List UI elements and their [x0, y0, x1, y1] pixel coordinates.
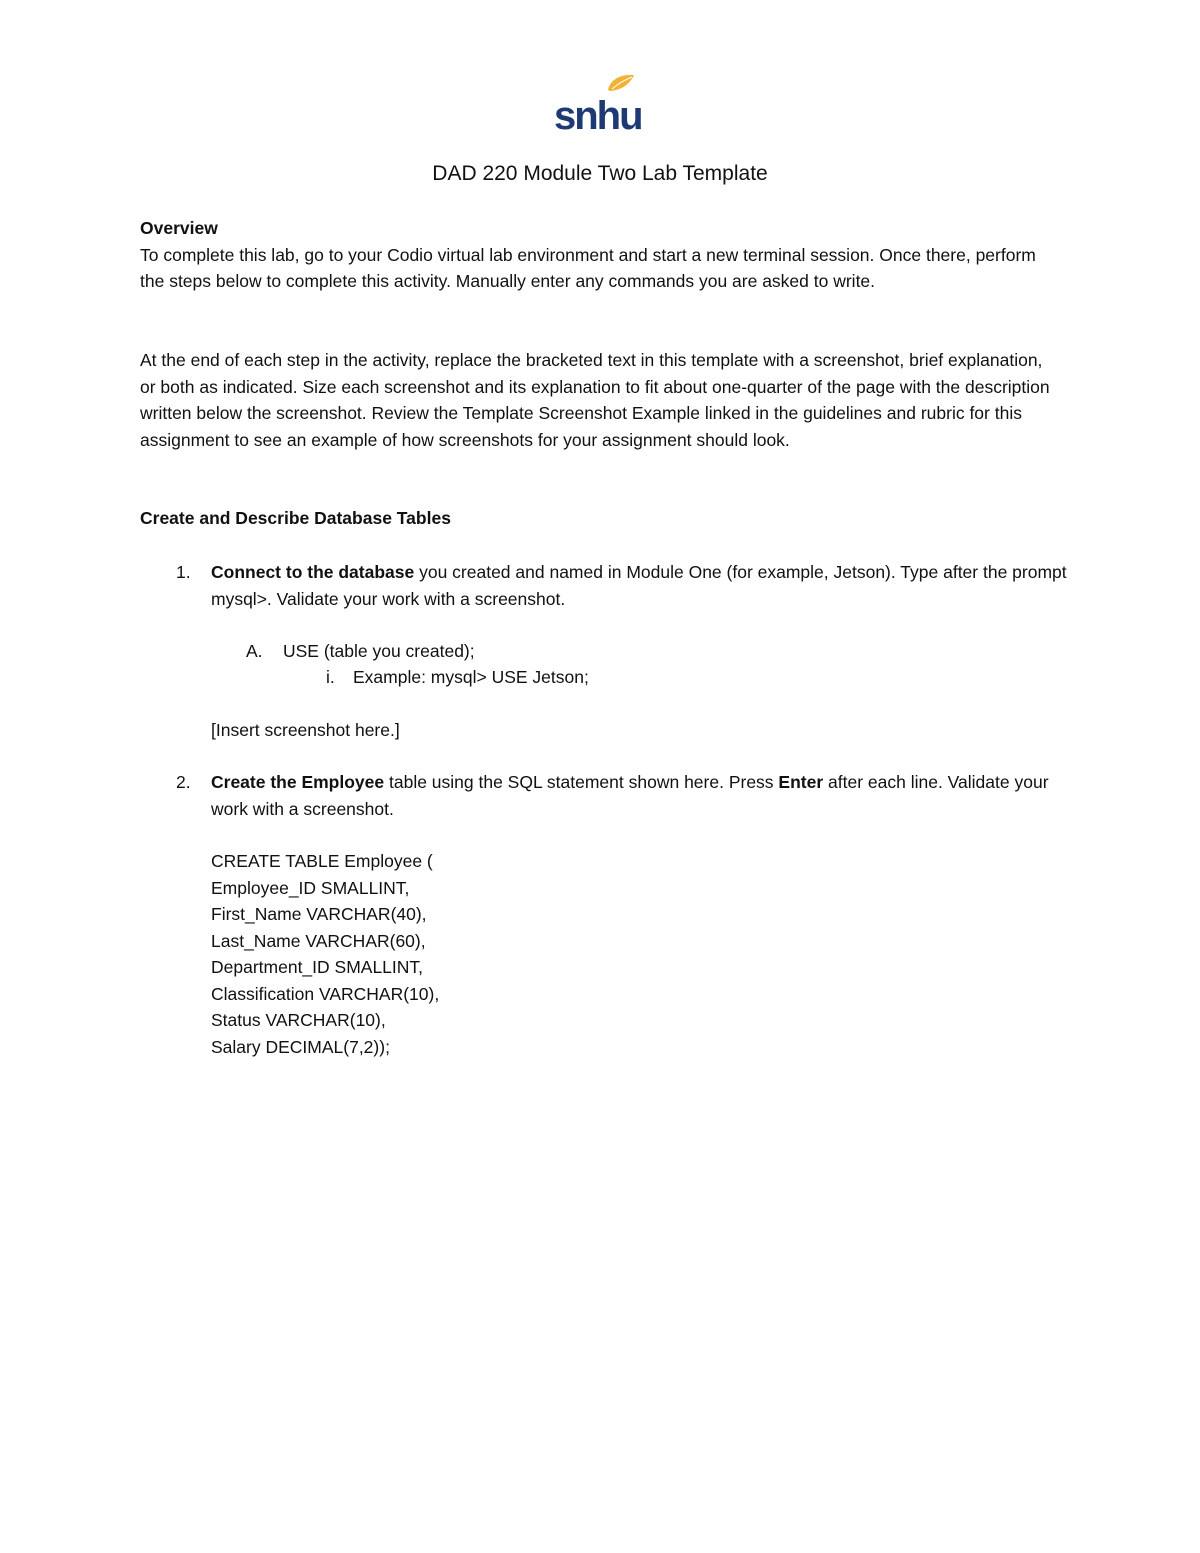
code-line: Employee_ID SMALLINT,	[211, 877, 410, 898]
sql-code-block	[211, 848, 811, 1060]
step-2-bold-2: Enter	[778, 772, 824, 792]
overview-heading: Overview	[140, 218, 218, 238]
overview-paragraph-1: To complete this lab, go to your Codio virtual lab environment and start a new terminal session. Once there, perform the steps below to complete this activity. Manually enter any commands you are asked to write.	[140, 244, 1036, 291]
step-1-text	[211, 559, 1071, 612]
step-1-subsub-roman: i.	[326, 667, 335, 687]
step-1-sub-letter: A.	[246, 641, 263, 661]
code-line: Classification VARCHAR(10),	[211, 983, 440, 1004]
snhu-logo	[552, 72, 644, 134]
step-1-number: 1.	[176, 562, 191, 582]
step-2-bold-1: Create the Employee	[211, 772, 385, 792]
step-2-number: 2.	[176, 772, 191, 792]
step-1-bold: Connect to the database	[211, 562, 415, 582]
page-title: DAD 220 Module Two Lab Template	[432, 162, 768, 185]
screenshot-placeholder: [Insert screenshot here.]	[211, 720, 400, 740]
step-2-body-2: after each line. Validate your work with a screenshot.	[211, 772, 1049, 819]
step-2-text	[211, 769, 1071, 822]
code-line: Department_ID SMALLINT,	[211, 957, 424, 977]
overview-paragraph-2: At the end of each step in the activity, replace the bracketed text in this template with a screenshot, brief explanation, or both as indicated. Size each screenshot and its explanation to fit about one-quarter of the page with the description written below the screenshot. Review the Template Screenshot Example linked in the guidelines and rubric for this assignment to see an example of how screenshots for your assignment should look.	[140, 350, 1050, 450]
code-line: First_Name VARCHAR(40),	[211, 904, 427, 924]
code-line: Last_Name VARCHAR(60),	[211, 930, 426, 951]
code-line: Status VARCHAR(10),	[211, 1010, 386, 1030]
code-line: Salary DECIMAL(7,2));	[211, 1036, 390, 1057]
section-heading: Create and Describe Database Tables	[140, 508, 451, 528]
step-1-body: you created and named in Module One (for example, Jetson). Type after the prompt mysql>. Validate your work with a screenshot.	[211, 562, 1067, 609]
step-1-subsub-text: Example: mysql> USE Jetson;	[353, 667, 589, 687]
step-1-sub-text: USE (table you created);	[283, 641, 475, 661]
overview-section	[140, 215, 1060, 295]
code-line: CREATE TABLE Employee (	[211, 851, 433, 871]
svg-text:snhu: snhu	[554, 94, 642, 134]
step-2-body-1: table using the SQL statement shown here. Press	[384, 772, 779, 792]
